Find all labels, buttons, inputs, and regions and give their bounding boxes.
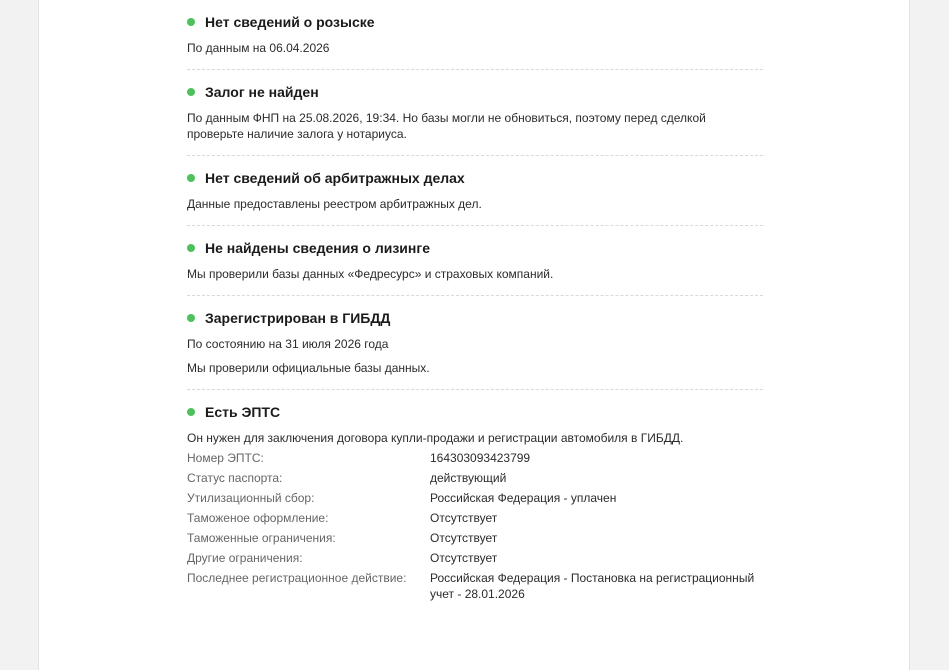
section-title: Нет сведений о розыске — [205, 14, 375, 30]
detail-label: Номер ЭПТС: — [187, 451, 264, 465]
section-heading — [187, 239, 763, 257]
detail-row — [187, 510, 763, 526]
section-heading — [187, 403, 763, 421]
detail-value: Отсутствует — [430, 511, 498, 525]
section-text: По данным на 06.04.2026 — [187, 41, 330, 55]
section-text: По данным ФНП на 25.08.2026, 19:34. Но базы могли не обновиться, поэтому перед сделкой проверьте наличие залога у нотариуса. — [187, 111, 706, 141]
section-text: Он нужен для заключения договора купли-продажи и регистрации автомобиля в ГИБДД. — [187, 431, 684, 445]
section-title: Не найдены сведения о лизинге — [205, 240, 430, 256]
section-registration — [187, 296, 763, 390]
status-ok-icon — [187, 18, 195, 26]
section-title: Есть ЭПТС — [205, 404, 281, 420]
status-ok-icon — [187, 244, 195, 252]
status-ok-icon — [187, 88, 195, 96]
detail-value: Российская Федерация - Постановка на регистрационный учет - 28.01.2026 — [430, 571, 755, 601]
section-text: Мы проверили базы данных «Федресурс» и страховых компаний. — [187, 267, 554, 281]
detail-row — [187, 470, 763, 486]
section-text: По состоянию на 31 июля 2026 года — [187, 337, 389, 351]
detail-label: Утилизационный сбор: — [187, 491, 315, 505]
detail-label: Другие ограничения: — [187, 551, 303, 565]
section-title: Залог не найден — [205, 84, 319, 100]
status-ok-icon — [187, 314, 195, 322]
detail-value: Отсутствует — [430, 551, 498, 565]
section-heading — [187, 83, 763, 101]
section-heading — [187, 169, 763, 187]
section-title: Зарегистрирован в ГИБДД — [205, 310, 391, 326]
detail-value: 164303093423799 — [430, 451, 531, 465]
section-text: Мы проверили официальные базы данных. — [187, 361, 430, 375]
detail-label: Статус паспорта: — [187, 471, 283, 485]
detail-row — [187, 550, 763, 566]
status-ok-icon — [187, 408, 195, 416]
section-leasing — [187, 226, 763, 296]
detail-label: Таможенные ограничения: — [187, 531, 336, 545]
detail-label: Последнее регистрационное действие: — [187, 571, 407, 585]
section-epts — [187, 390, 763, 616]
detail-row — [187, 450, 763, 466]
section-heading — [187, 13, 763, 31]
detail-value: Российская Федерация - уплачен — [430, 491, 617, 505]
section-heading — [187, 309, 763, 327]
status-ok-icon — [187, 174, 195, 182]
detail-row — [187, 490, 763, 506]
section-wanted — [187, 0, 763, 70]
section-arbitration — [187, 156, 763, 226]
detail-row — [187, 530, 763, 546]
detail-value: действующий — [430, 471, 507, 485]
section-pledge — [187, 70, 763, 156]
section-text: Данные предоставлены реестром арбитражных дел. — [187, 197, 482, 211]
detail-row — [187, 570, 763, 602]
report-content — [187, 0, 763, 616]
epts-details — [187, 450, 763, 602]
report-sheet — [38, 0, 910, 670]
detail-value: Отсутствует — [430, 531, 498, 545]
detail-label: Таможеное оформление: — [187, 511, 329, 525]
section-title: Нет сведений об арбитражных делах — [205, 170, 465, 186]
